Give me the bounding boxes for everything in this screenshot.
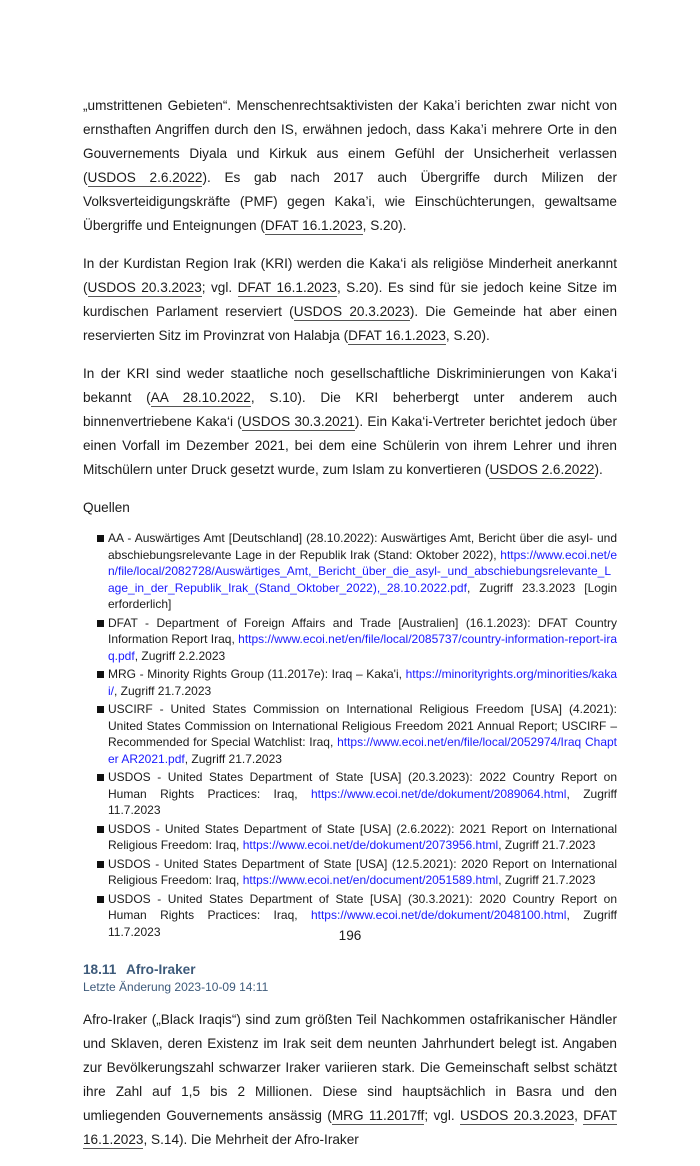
reference-item <box>96 666 617 699</box>
last-changed: Letzte Änderung 2023-10-09 14:11 <box>83 980 269 994</box>
paragraph-text: , <box>574 1108 584 1123</box>
paragraph-text: , S.20). Es sind für sie jedoch keine Sitze im kurdischen Parlament reserviert ( <box>83 280 618 319</box>
reference-item <box>96 769 617 819</box>
reference-text: USDOS - United States Department of State [USA] (30.3.2021): 2020 Country Report on Human Rights Practices: Iraq, <box>108 891 617 922</box>
paragraph <box>83 94 617 238</box>
reference-access-date: , Zugriff 11.7.2023 <box>108 908 617 939</box>
reference-list <box>83 530 617 940</box>
paragraph-text: ). <box>594 462 603 477</box>
reference-text: USCIRF - United States Commission on International Religious Freedom [USA] (4.2021): United States Commission on International Religious Freedom 2021 Annual Report; USCIRF – Recommended for Special Watchlist: Iraq, <box>108 702 617 749</box>
reference-item <box>96 615 617 665</box>
reference-item <box>96 856 617 889</box>
reference-item <box>96 821 617 854</box>
paragraph-text: ). Die Gemeinde hat aber einen reservierten Sitz im Provinzrat von Halabja ( <box>83 304 618 343</box>
reference-access-date: , Zugriff 21.7.2023 <box>114 683 212 698</box>
paragraph-text: ). Ein Kaka‘i-Vertreter berichtet jedoch über einen Vorfall im Dezember 2021, bei dem eine Schülerin von ihrem Lehrer und ihren Mitschülern unter Druck gesetzt wurde, zum Islam zu konvertieren ( <box>83 414 618 477</box>
reference-item <box>96 530 617 613</box>
section-number: 18.11 <box>83 962 117 977</box>
citation-link[interactable]: DFAT 16.1.2023 <box>83 1108 618 1147</box>
citation-link[interactable]: USDOS 20.3.2023 <box>87 280 202 295</box>
reference-text: AA - Auswärtiges Amt [Deutschland] (28.10.2022): Auswärtiges Amt, Bericht über die asyl- und abschiebungsrelevante Lage in der Republik Irak (Stand: Oktober 2022), <box>108 531 617 562</box>
reference-access-date: , Zugriff 23.3.2023 [Login erforderlich] <box>108 580 617 611</box>
paragraph-text: , S.20). <box>445 328 490 343</box>
document-page <box>83 94 617 1166</box>
paragraph-text: „umstrittenen Gebieten“. Menschenrechtsaktivisten der Kaka’i berichten zwar nicht von ernsthaften Angriffen durch den IS, erwähnen jedoch, dass Kaka’i mehrere Orte in den Gouvernements Diyala und Kirkuk aus einem Gefühl der Unsicherheit verlassen ( <box>83 98 617 185</box>
sources-label: Quellen <box>83 500 130 515</box>
paragraph <box>83 252 617 348</box>
reference-url-link[interactable]: https://www.ecoi.net/en/file/local/2085737/country-information-report-iraq.pdf <box>108 632 617 663</box>
body-text-top <box>83 94 617 482</box>
paragraph-text: ; vgl. <box>201 280 238 295</box>
paragraph-text: In der Kurdistan Region Irak (KRI) werden die Kaka‘i als religiöse Minderheit anerkannt ( <box>83 256 617 295</box>
paragraph-text: ). Es gab nach 2017 auch Übergriffe durch Milizen der Volksverteidigungskräfte (PMF) gegen Kaka’i, wie Einschüchterungen, gewaltsame Übergriffe und Enteignungen ( <box>83 170 617 233</box>
reference-text: USDOS - United States Department of State [USA] (20.3.2023): 2022 Country Report on Human Rights Practices: Iraq, <box>108 770 617 801</box>
reference-text: MRG - Minority Rights Group (11.2017e): Iraq – Kaka'i, <box>108 667 406 681</box>
citation-link[interactable]: DFAT 16.1.2023 <box>237 280 337 295</box>
reference-access-date: , Zugriff 11.7.2023 <box>108 786 617 817</box>
paragraph-text: , S.10). Die KRI beherbergt unter anderem auch binnenvertriebene Kaka‘i ( <box>83 390 618 429</box>
paragraph <box>83 362 617 482</box>
citation-link[interactable]: DFAT 16.1.2023 <box>264 218 363 233</box>
reference-text: USDOS - United States Department of State [USA] (2.6.2022): 2021 Report on International Religious Freedom: Iraq, <box>108 821 617 852</box>
citation-link[interactable]: DFAT 16.1.2023 <box>348 328 446 343</box>
section-title: Afro-Iraker <box>126 962 196 977</box>
body-text-section <box>83 1008 617 1152</box>
reference-item <box>96 701 617 767</box>
reference-url-link[interactable]: https://www.ecoi.net/de/dokument/2073956.html <box>242 838 499 852</box>
citation-link[interactable]: USDOS 20.3.2023 <box>459 1108 575 1123</box>
citation-link[interactable]: USDOS 2.6.2022 <box>87 170 203 185</box>
paragraph-text: , S.14). Die Mehrheit der Afro-Iraker <box>143 1132 359 1147</box>
reference-access-date: , Zugriff 21.7.2023 <box>498 873 596 887</box>
reference-access-date: , Zugriff 21.7.2023 <box>184 751 282 766</box>
citation-link[interactable]: USDOS 20.3.2023 <box>293 304 410 319</box>
citation-link[interactable]: USDOS 2.6.2022 <box>489 462 595 477</box>
reference-text: DFAT - Department of Foreign Affairs and Trade [Australien] (16.1.2023): DFAT Country Information Report Iraq, <box>108 615 617 646</box>
reference-url-link[interactable]: https://minorityrights.org/minorities/kakai/ <box>108 667 617 698</box>
reference-access-date: , Zugriff 2.2.2023 <box>134 648 226 663</box>
paragraph-text: ; vgl. <box>424 1108 460 1123</box>
citation-link[interactable]: USDOS 30.3.2021 <box>241 414 355 429</box>
page-number: 196 <box>338 928 362 943</box>
reference-url-link[interactable]: https://www.ecoi.net/en/file/local/2052974/Iraq Chapter AR2021.pdf <box>108 735 617 766</box>
paragraph-text: Afro-Iraker („Black Iraqis“) sind zum größten Teil Nachkommen ostafrikanischer Händler und Sklaven, deren Existenz im Irak seit dem neunten Jahrhundert belegt ist. Angaben zur Bevölkerungszahl schwarzer Iraker variieren stark. Die Gemeinschaft selbst schätzt ihre Zahl auf 1,5 bis 2 Millionen. Diese sind hauptsächlich in Basra und den umliegenden Gouvernements ansässig ( <box>83 1012 617 1123</box>
reference-url-link[interactable]: https://www.ecoi.net/en/document/2051589.html <box>242 873 499 887</box>
section-heading <box>83 962 617 977</box>
reference-url-link[interactable]: https://www.ecoi.net/de/dokument/2089064.html <box>310 786 567 801</box>
reference-text: USDOS - United States Department of State [USA] (12.5.2021): 2020 Report on International Religious Freedom: Iraq, <box>108 856 617 887</box>
reference-url-link[interactable]: https://www.ecoi.net/de/dokument/2048100.html <box>310 908 567 922</box>
reference-url-link[interactable]: https://www.ecoi.net/en/file/local/2082728/Auswärtiges_Amt,_Bericht_über_die_asyl-_und_abschiebungsrelevante_Lage_in_der_Republik_Irak_(Stand_Oktober_2022),_28.10.2022.pdf <box>108 547 617 595</box>
paragraph <box>83 1008 617 1152</box>
paragraph-text: In der KRI sind weder staatliche noch gesellschaftliche Diskriminierungen von Kaka‘i bekannt ( <box>83 366 617 405</box>
citation-link[interactable]: MRG 11.2017ff <box>331 1108 425 1123</box>
paragraph-text: , S.20). <box>362 218 407 233</box>
reference-access-date: , Zugriff 21.7.2023 <box>498 838 596 852</box>
citation-link[interactable]: AA 28.10.2022 <box>150 390 251 405</box>
